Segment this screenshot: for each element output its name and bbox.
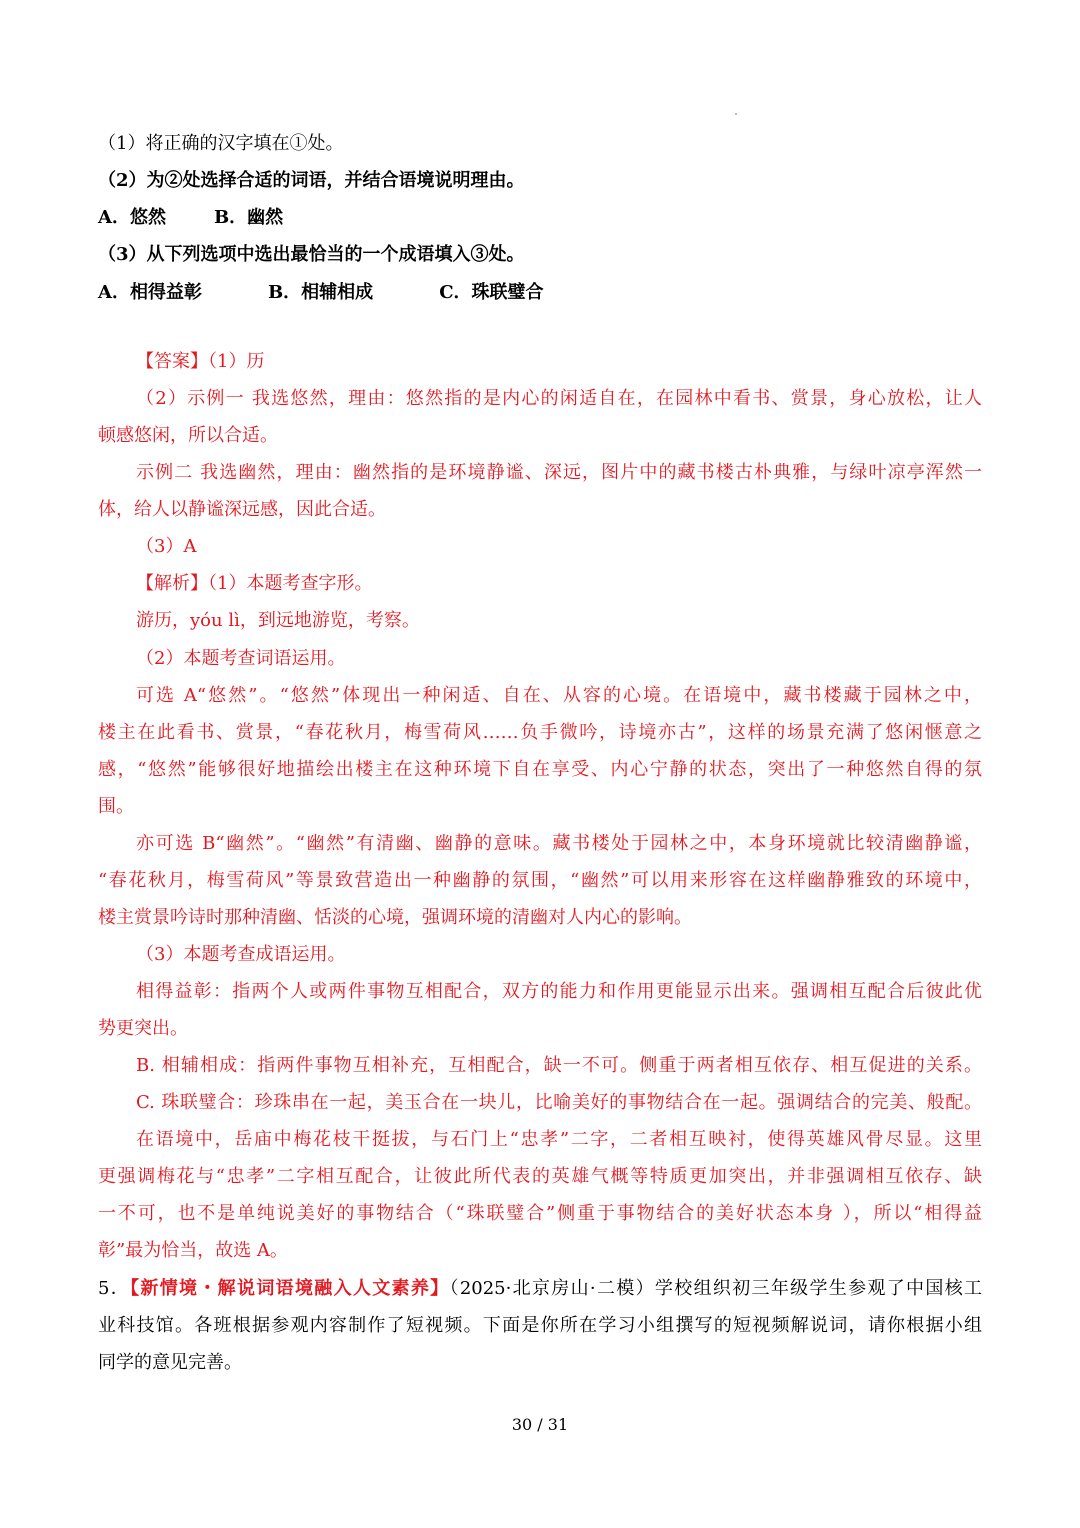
answer-2-example-2-line-2: 体，给人以静谧深远感，因此合适。 [98,499,386,520]
analysis-3-a-line-1: 相得益彰：指两个人或两件事物互相配合，双方的能力和作用更能显示出来。强调相互配合后彼此优 [136,981,982,1002]
scan-artifact-dot [735,113,737,115]
analysis-3: （3）本题考查成语运用。 [136,944,346,965]
question-5-line-1: 5．【新情境・解说词语境融入人文素养】（2025·北京房山·二模）学校组织初三年级学生参观了中国核工 [98,1278,983,1299]
analysis-label: 【解析】 [136,573,208,594]
answer-3: （3）A [136,536,197,557]
option-c: C．珠联璧合 [439,282,544,303]
analysis-2-b-line-1: 亦可选 B“幽然”。“幽然”有清幽、幽静的意味。藏书楼处于园林之中，本身环境就比较清幽静谧， [136,833,982,854]
analysis-2-a-line-2: 楼主在此看书、赏景，“春花秋月，梅雪荷风……负手微吟，诗境亦古”，这样的场景充满了悠闲惬意之 [98,722,982,743]
analysis-2-a-line-1: 可选 A“悠然”。“悠然”体现出一种闲适、自在、从容的心境。在语境中，藏书楼藏于园林之中， [136,685,982,706]
question-5-line-3: 同学的意见完善。 [98,1352,242,1373]
question-3-options [98,280,544,306]
page-number: 30 / 31 [511,1415,569,1434]
option-a: A．悠然 [98,207,166,228]
question-1: （1）将正确的汉字填在①处。 [98,133,344,154]
analysis-3-c: C. 珠联璧合：珍珠串在一起，美玉合在一块儿，比喻美好的事物结合在一起。强调结合的完美、般配。 [136,1092,982,1113]
analysis-3-context-line-1: 在语境中，岳庙中梅花枝干挺拔，与石门上“忠孝”二字，二者相互映衬，使得英雄风骨尽显。这里 [136,1129,982,1150]
option-a: A．相得益彰 [98,282,202,303]
answer-1: 【答案】（1）历 [136,351,265,372]
option-b: B．相辅相成 [267,282,374,303]
question-3: （3）从下列选项中选出最恰当的一个成语填入③处。 [98,244,525,265]
question-2: （2）为②处选择合适的词语，并结合语境说明理由。 [98,170,525,191]
analysis-2-b-line-3: 楼主赏景吟诗时那种清幽、恬淡的心境，强调环境的清幽对人内心的影响。 [98,907,692,928]
answer-2-line-2: 顿感悠闲，所以合适。 [98,425,278,446]
answer-2-example-2-line-1: 示例二 我选幽然，理由：幽然指的是环境静谧、深远，图片中的藏书楼古朴典雅，与绿叶凉亭浑然一 [136,462,982,483]
analysis-2-a-line-4: 围。 [98,796,134,817]
analysis-2: （2）本题考查词语运用。 [136,648,346,669]
analysis-3-context-line-4: 彰”最为恰当，故选 A。 [98,1240,288,1261]
analysis-1: 【解析】（1）本题考查字形。 [136,573,373,594]
question-5-line-2: 业科技馆。各班根据参观内容制作了短视频。下面是你所在学习小组撰写的短视频解说词，请你根据小组 [98,1315,982,1336]
answer-label: 【答案】 [136,351,208,372]
analysis-2-b-line-2: “春花秋月，梅雪荷风”等景致营造出一种幽静的氛围，“幽然”可以用来形容在这样幽静雅致的环境中， [98,870,982,891]
analysis-3-context-line-2: 更强调梅花与“忠孝”二字相互配合，让彼此所代表的英雄气概等特质更加突出，并非强调相互依存、缺 [98,1166,982,1187]
answer-2-line-1: （2）示例一 我选悠然，理由：悠然指的是内心的闲适自在，在园林中看书、赏景，身心放松，让人 [136,388,982,409]
analysis-2-a-line-3: 感，“悠然”能够很好地描绘出楼主在这种环境下自在享受、内心宁静的状态，突出了一种悠然自得的氛 [98,759,982,780]
question-2-options [98,205,283,231]
question-number: 5． [98,1278,131,1299]
analysis-3-context-line-3: 一不可，也不是单纯说美好的事物结合（“珠联璧合”侧重于事物结合的美好状态本身 ），所以“相得益 [98,1203,982,1224]
analysis-3-b: B. 相辅相成：指两件事物互相补充，互相配合，缺一不可。侧重于两者相互依存、相互促进的关系。 [136,1055,982,1076]
analysis-1-detail: 游历，yóu lì，到远地游览，考察。 [136,610,420,631]
option-b: B．幽然 [213,207,284,228]
analysis-3-a-line-2: 势更突出。 [98,1018,188,1039]
question-tag: 【新情境・解说词语境融入人文素养】 [130,1278,450,1299]
